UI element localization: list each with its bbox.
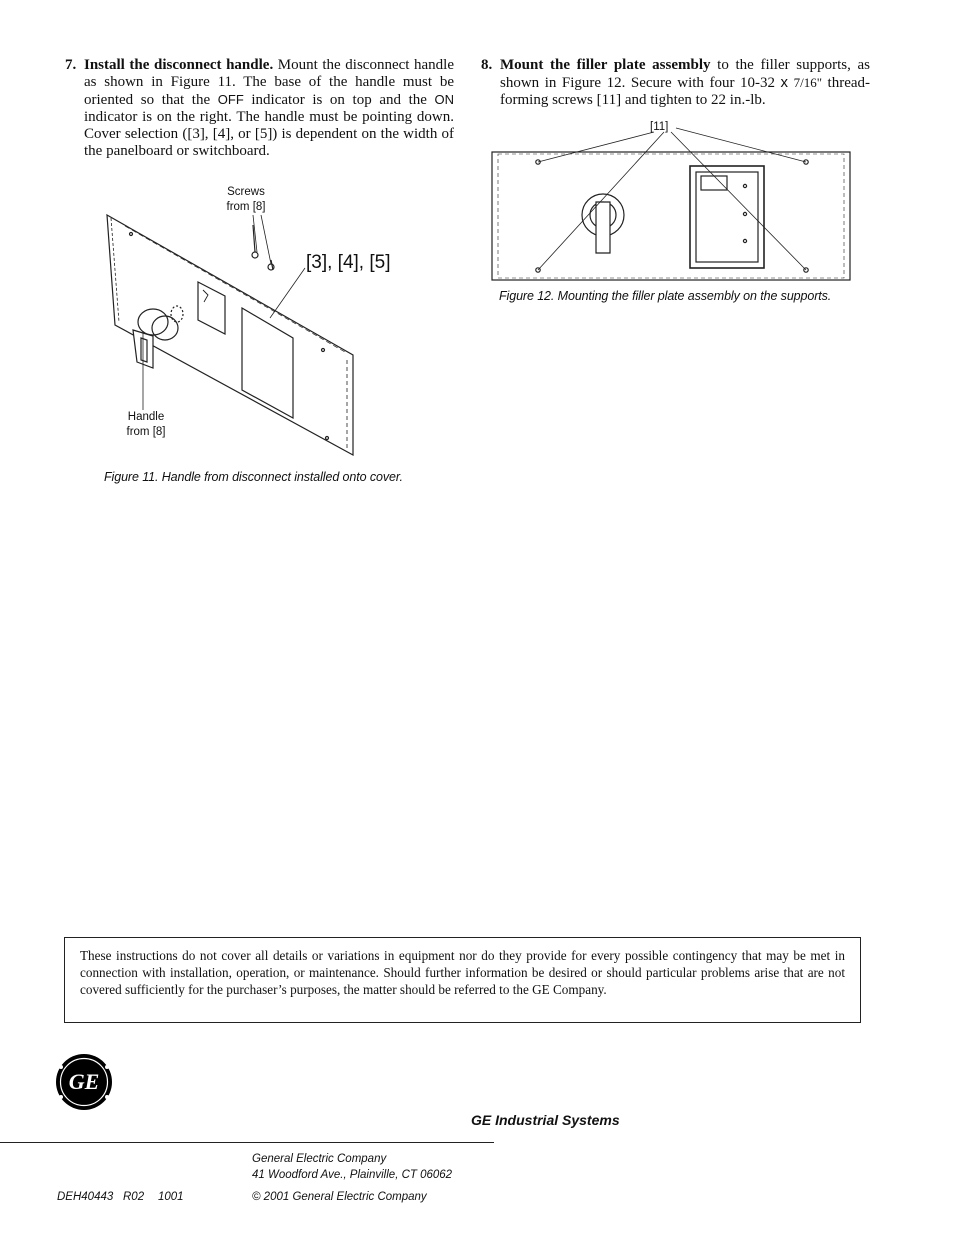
- handle-callout-line-2: from [8]: [126, 426, 166, 438]
- figure-12-caption: Figure 12. Mounting the filler plate assembly on the supports.: [499, 289, 832, 303]
- screws-callout-line-2: from [8]: [226, 201, 266, 213]
- step-7-text-a: Mount the disconnect handle as shown in Figure 11. The base of the handle must be oriented so that the: [84, 57, 455, 108]
- date-code: 1001: [158, 1191, 184, 1203]
- times-sign: x: [780, 74, 789, 91]
- footer-divider: [0, 1142, 494, 1143]
- step-7-number: 7.: [65, 57, 77, 73]
- screw-callout-label: [11]: [650, 121, 669, 133]
- revision: R02: [123, 1191, 145, 1203]
- copyright: © 2001 General Electric Company: [252, 1191, 427, 1203]
- on-indicator-label: ON: [434, 92, 455, 107]
- step-7-heading: Install the disconnect handle.: [84, 57, 274, 73]
- step-7-text-b: indicator is on top and the: [251, 92, 427, 108]
- step-7: [65, 57, 455, 160]
- step-8-text-b: thread-forming screws [11] and tighten to 22 in.-lb.: [500, 75, 871, 108]
- step-8: [481, 57, 871, 109]
- figure-11-caption: Figure 11. Handle from disconnect installed onto cover.: [104, 470, 403, 484]
- disclaimer-box: These instructions do not cover all details or variations in equipment nor do they provide for every possible contingency that may be met in connection with installation, operation, or maintenance. Should further information be desired or should particular problems arise that are not covered sufficiently for the purchaser’s purposes, the matter should be referred to the GE Company.: [64, 937, 861, 1023]
- figure-12-drawing: [490, 110, 852, 282]
- screws-callout: [212, 185, 280, 215]
- screw-length-fraction: 7/16": [793, 75, 822, 90]
- step-8-heading: Mount the filler plate assembly: [500, 57, 711, 73]
- step-8-number: 8.: [481, 57, 493, 73]
- doc-number: DEH40443: [57, 1191, 114, 1203]
- step-7-text-c: indicator is on the right. The handle must be pointing down. Cover selection ([3], [4], or [5]) is dependent on the width of the panelboard or switchboard.: [84, 109, 454, 159]
- handle-callout-line-1: Handle: [127, 411, 165, 423]
- company-address: [252, 1151, 452, 1183]
- cover-part-label: [3], [4], [5]: [306, 252, 391, 273]
- screws-callout-line-1: Screws: [227, 186, 265, 198]
- ge-logo: [55, 1053, 113, 1111]
- step-8-text-a: to the filler supports, as shown in Figure 12. Secure with four 10-32: [500, 57, 870, 91]
- handle-callout: [114, 410, 178, 440]
- address-line-2: 41 Woodford Ave., Plainville, CT 06062: [252, 1169, 453, 1181]
- off-indicator-label: OFF: [217, 92, 244, 107]
- ge-logo-text: GE: [68, 1069, 100, 1094]
- address-line-1: General Electric Company: [252, 1153, 387, 1165]
- company-name: GE Industrial Systems: [471, 1112, 620, 1128]
